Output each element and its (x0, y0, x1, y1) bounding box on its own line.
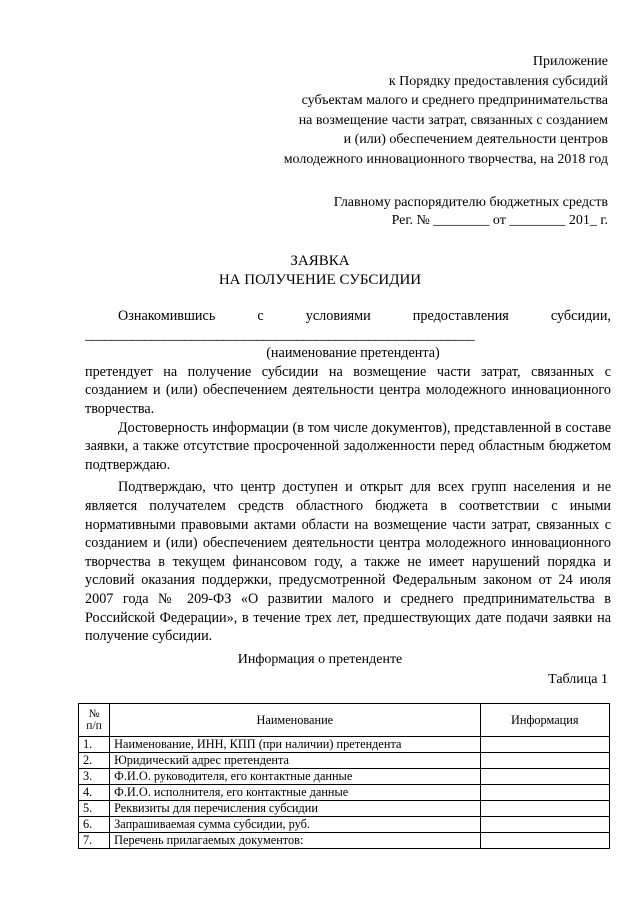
header-num-line1: № (88, 708, 100, 720)
row-num: 5. (79, 801, 110, 817)
intro-word: с (257, 308, 264, 324)
appendix-line: молодежного инновационного творчества, на 2018 год (283, 151, 608, 167)
header-num (79, 704, 110, 737)
applicant-info-table (78, 703, 610, 849)
intro-word: субсидии, (550, 308, 611, 324)
row-num: 1. (79, 737, 110, 753)
row-num: 6. (79, 817, 110, 833)
row-name: Ф.И.О. исполнителя, его контактные данные (110, 785, 480, 801)
row-name: Наименование, ИНН, КПП (при наличии) претендента (110, 737, 480, 753)
row-name: Запрашиваемая сумма субсидии, руб. (110, 817, 480, 833)
intro-word: предоставления (412, 308, 509, 324)
row-info (480, 753, 610, 769)
row-info (480, 817, 610, 833)
header-num-line2: п/п (86, 720, 102, 732)
title-line: НА ПОЛУЧЕНИЕ СУБСИДИИ (218, 272, 422, 288)
row-num: 7. (79, 833, 110, 849)
document-body (85, 307, 611, 646)
table-row (79, 785, 610, 801)
table-number: Таблица 1 (548, 672, 608, 687)
header-name: Наименование (110, 704, 480, 737)
table-row (79, 801, 610, 817)
intro-line (85, 307, 611, 326)
table-row (79, 817, 610, 833)
row-name: Ф.И.О. руководителя, его контактные данные (110, 769, 480, 785)
registration-line: Рег. № ________ от ________ 201_ г. (391, 213, 608, 228)
paragraph-3: Подтверждаю, что центр доступен и открыт для всех групп населения и не является получателем средств областного бюджета в соответствии с иными нормативными правовыми актами области на возмещение части затрат, связанных с созданием и (или) обеспечением деятельности центра молодежного инновационного творчества в текущем финансовом году, а также не имеет нарушений порядка и условий оказания поддержки, предусмотренной Федеральным законом от 24 июля 2007 года № 209-ФЗ «О развитии малого и среднего предпринимательства в Российской Федерации», в течение трех лет, предшествующих дате подачи заявки на получение субсидии. (85, 479, 611, 645)
header-info: Информация (480, 704, 610, 737)
table-header-row (79, 704, 610, 737)
row-info (480, 737, 610, 753)
table-row (79, 833, 610, 849)
appendix-line: субъектам малого и среднего предпринимательства (301, 93, 608, 109)
table-row (79, 737, 610, 753)
appendix-line: Приложение (532, 54, 608, 69)
row-name: Юридический адрес претендента (110, 753, 480, 769)
appendix-header (284, 52, 608, 170)
table-row (79, 753, 610, 769)
appendix-line: к Порядку предоставления субсидий (388, 73, 608, 89)
intro-word: условиями (305, 308, 371, 324)
row-info (480, 769, 610, 785)
applicant-blank: ___________________________________________________________ (85, 326, 475, 343)
row-info (480, 785, 610, 801)
appendix-line: и (или) обеспечением деятельности центров (343, 132, 608, 148)
appendix-line: на возмещение части затрат, связанных с созданием (298, 112, 608, 128)
title-line: ЗАЯВКА (290, 253, 350, 269)
row-name: Реквизиты для перечисления субсидии (110, 801, 480, 817)
applicant-caption: (наименование претендента) (266, 345, 440, 362)
recipient-block (334, 194, 608, 230)
table-caption: Информация о претенденте (237, 652, 403, 667)
row-num: 2. (79, 753, 110, 769)
row-num: 3. (79, 769, 110, 785)
paragraph-1: претендует на получение субсидии на возмещение части затрат, связанных с созданием и (или) обеспечением деятельности центра молодежного инновационного творчества. (85, 363, 611, 417)
recipient-line: Главному распорядителю бюджетных средств (333, 195, 608, 210)
row-num: 4. (79, 785, 110, 801)
table-row (79, 769, 610, 785)
intro-word: Ознакомившись (118, 308, 216, 324)
row-info (480, 801, 610, 817)
document-title (0, 252, 640, 290)
paragraph-2: Достоверность информации (в том числе документов), представленной в составе заявки, а также отсутствие просроченной задолженности перед областным бюджетом подтверждаю. (85, 419, 611, 473)
row-name: Перечень прилагаемых документов: (110, 833, 480, 849)
row-info (480, 833, 610, 849)
